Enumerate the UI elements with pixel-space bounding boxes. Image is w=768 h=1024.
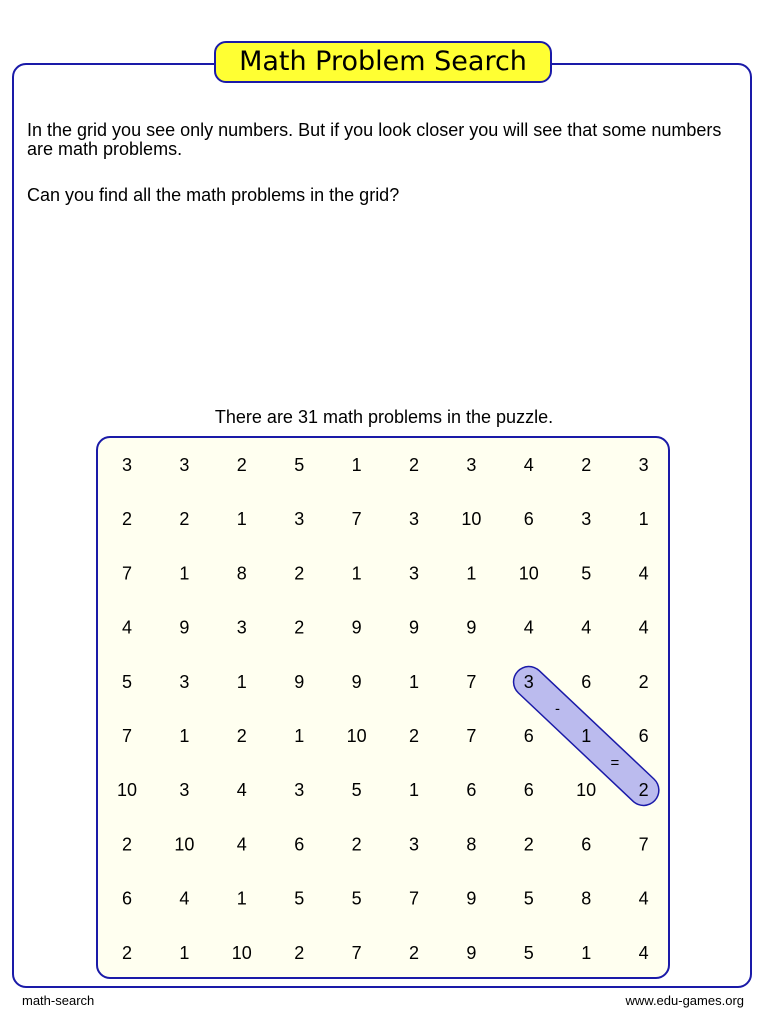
- grid-cell: 5: [294, 455, 305, 475]
- grid-cell: 9: [351, 671, 362, 692]
- grid-cell: 6: [581, 834, 592, 855]
- grid-cell: 3: [294, 780, 305, 801]
- grid-cell: 4: [581, 617, 592, 638]
- grid-cell: 1: [179, 726, 190, 746]
- grid-cell: 3: [638, 455, 649, 475]
- grid-cell: 8: [466, 834, 477, 855]
- grid-cell: 2: [121, 509, 133, 530]
- grid-cell: 6: [523, 509, 534, 530]
- grid-cell: 5: [581, 563, 592, 584]
- grid-cell: 2: [236, 455, 247, 475]
- grid-cell: 2: [408, 942, 420, 963]
- grid-cell: 1: [179, 563, 190, 584]
- grid-cell: 9: [466, 942, 477, 963]
- grid-cell: 6: [466, 780, 477, 801]
- grid-cell: 7: [121, 563, 133, 584]
- grid-cell: 9: [351, 617, 362, 638]
- grid-cell: 2: [121, 942, 133, 963]
- grid-cell: 4: [638, 617, 649, 638]
- grid-cell: 4: [523, 617, 534, 638]
- grid-cell: 9: [294, 671, 305, 692]
- grid-cell: 7: [408, 888, 420, 909]
- grid-cell: 5: [523, 942, 534, 963]
- grid-cell: 3: [179, 780, 190, 801]
- grid-cell: 10: [576, 780, 597, 801]
- grid-cell: 9: [408, 617, 420, 638]
- grid-cell: 2: [294, 617, 305, 638]
- grid-cell: 2: [179, 509, 190, 530]
- grid-cell: 10: [231, 942, 252, 963]
- grid-cell: 8: [581, 888, 592, 909]
- grid-cell: 3: [179, 455, 190, 475]
- page-title: Math Problem Search: [214, 41, 552, 83]
- grid-cell: 1: [408, 671, 420, 692]
- footer-website: www.edu-games.org: [625, 993, 744, 1008]
- grid-cell: 2: [638, 671, 649, 692]
- grid-cell: 3: [408, 509, 420, 530]
- grid-cell: 5: [351, 780, 362, 801]
- grid-cell: 8: [236, 563, 247, 584]
- intro-text: In the grid you see only numbers. But if you look closer you will see that some numbers are math problems.: [27, 120, 722, 159]
- grid-cell: 1: [351, 455, 362, 475]
- grid-cell: 4: [523, 455, 534, 475]
- grid-cell: 1: [581, 726, 592, 746]
- grid-cell: 1: [351, 563, 362, 584]
- grid-cell: 7: [466, 671, 477, 692]
- number-grid: [96, 436, 670, 979]
- grid-cell: 5: [294, 888, 305, 909]
- grid-cell: 1: [408, 780, 420, 801]
- grid-cell: 3: [294, 509, 305, 530]
- grid-cell: 7: [351, 509, 362, 530]
- grid-cell: 4: [121, 617, 133, 638]
- grid-cell: 5: [121, 671, 133, 692]
- grid-cell: 2: [121, 834, 133, 855]
- grid-cell: 1: [638, 509, 649, 530]
- example-operator: -: [555, 700, 560, 718]
- grid-cell: 2: [581, 455, 592, 475]
- grid-cell: 6: [294, 834, 305, 855]
- grid-cell: 10: [116, 780, 138, 801]
- grid-cell: 7: [351, 942, 362, 963]
- grid-cell: 2: [408, 455, 420, 475]
- grid-cell: 10: [518, 563, 539, 584]
- grid-cell: 2: [638, 780, 649, 801]
- grid-cell: 2: [236, 726, 247, 746]
- grid-cell: 3: [581, 509, 592, 530]
- grid-cell: 3: [408, 834, 420, 855]
- grid-cell: 10: [461, 509, 482, 530]
- grid-cell: 7: [121, 726, 133, 746]
- grid-cell: 6: [121, 888, 133, 909]
- grid-cell: 1: [179, 942, 190, 963]
- footer-worksheet-name: math-search: [22, 993, 95, 1008]
- grid-cell: 4: [638, 563, 649, 584]
- grid-cell: 1: [466, 563, 477, 584]
- example-operator: =: [610, 754, 620, 772]
- grid-cell: 1: [236, 509, 247, 530]
- grid-cell: 1: [236, 671, 247, 692]
- grid-cell: 1: [236, 888, 247, 909]
- grid-cell: 4: [236, 834, 247, 855]
- grid-cell: 2: [351, 834, 362, 855]
- grid-cell: 2: [294, 563, 305, 584]
- grid-cell: 5: [351, 888, 362, 909]
- grid-cell: 1: [581, 942, 592, 963]
- grid-cell: 6: [581, 671, 592, 692]
- grid-cell: 3: [523, 671, 534, 692]
- grid-cell: 3: [121, 455, 133, 475]
- grid-cell: 4: [179, 888, 190, 909]
- grid-cell: 6: [523, 780, 534, 801]
- grid-cell: 2: [523, 834, 534, 855]
- grid-cell: 6: [638, 726, 649, 746]
- grid-cell: 2: [408, 726, 420, 746]
- grid-cell: 3: [179, 671, 190, 692]
- grid-cell: 9: [466, 617, 477, 638]
- question-text: Can you find all the math problems in the grid?: [27, 185, 400, 205]
- grid-cell: 10: [346, 726, 367, 746]
- grid-cell: 6: [523, 726, 534, 746]
- grid-cell: 7: [466, 726, 477, 746]
- grid-cell: 4: [236, 780, 247, 801]
- grid-cell: 10: [174, 834, 195, 855]
- grid-cell: 3: [408, 563, 420, 584]
- grid-cell: 9: [466, 888, 477, 909]
- grid-cell: 3: [466, 455, 477, 475]
- grid-cell: 5: [523, 888, 534, 909]
- grid-cell: 1: [294, 726, 305, 746]
- grid-cell: 3: [236, 617, 247, 638]
- grid-canvas: [98, 438, 668, 977]
- grid-cell: 4: [638, 942, 649, 963]
- grid-cell: 7: [638, 834, 649, 855]
- problem-count-text: There are 31 math problems in the puzzle.: [214, 407, 554, 427]
- grid-cell: 2: [294, 942, 305, 963]
- grid-cell: 4: [638, 888, 649, 909]
- grid-cell: 9: [179, 617, 190, 638]
